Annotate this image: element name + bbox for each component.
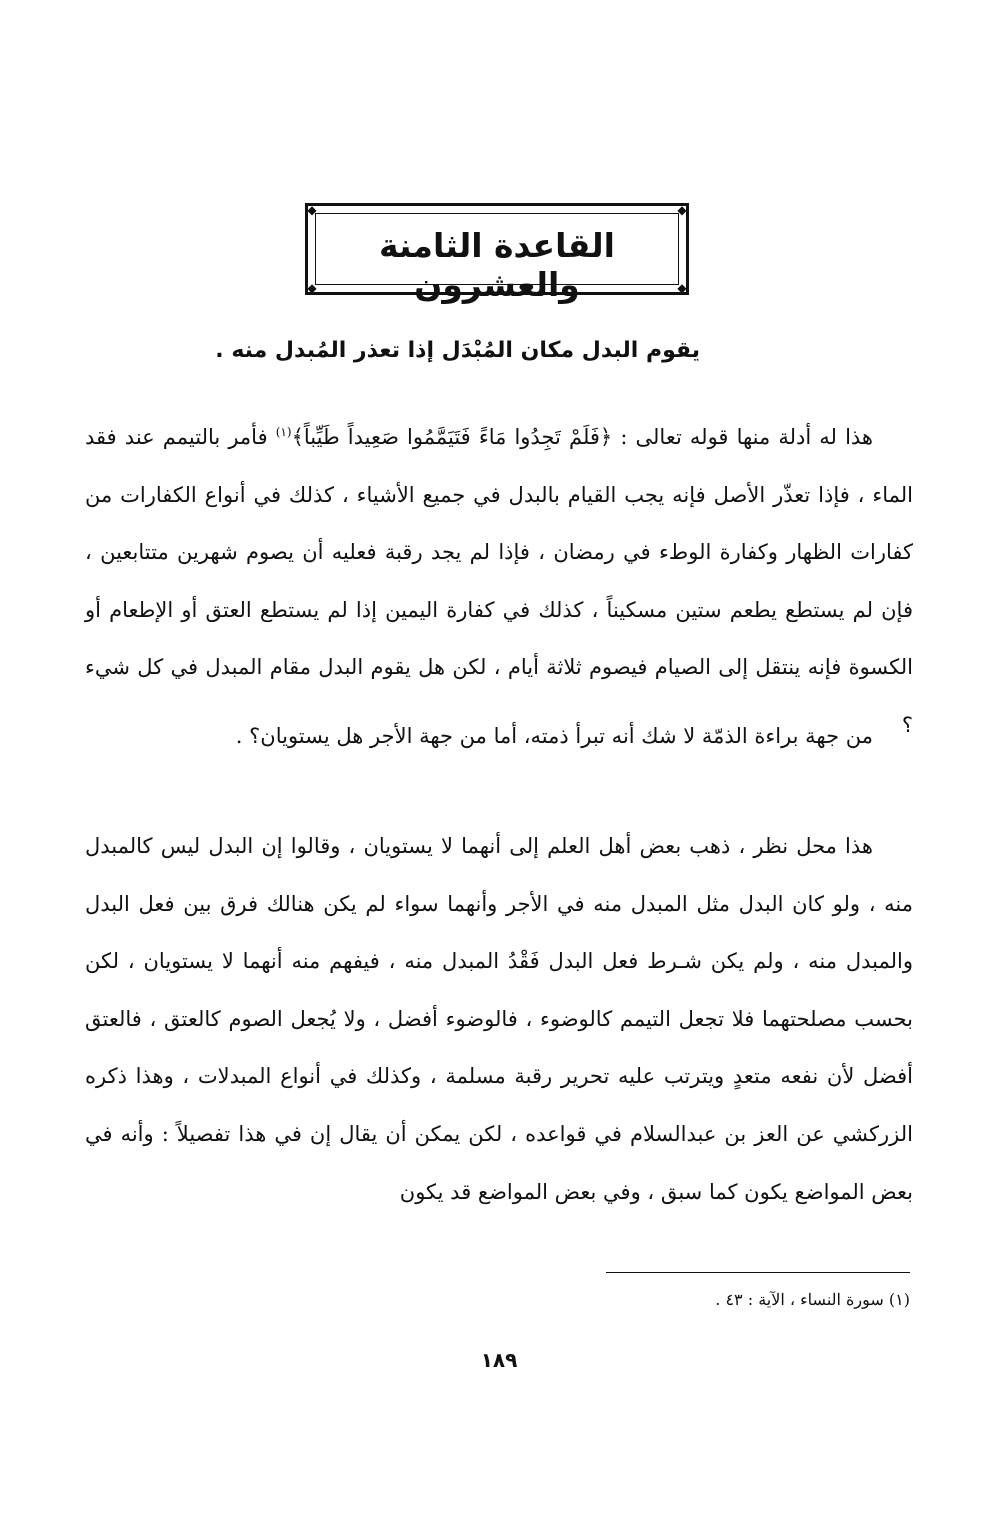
quran-verse-text: هذا له أدلة منها قوله تعالى : ﴿فَلَمْ تَجِدُوا مَاءً فَتَيَمَّمُوا صَعِيداً طَيِّباً﴾ xyxy=(291,425,873,449)
footnote: (١) سورة النساء ، الآية : ٤٣ . xyxy=(715,1290,910,1309)
title-frame xyxy=(305,203,689,304)
paragraph-2: من جهة براءة الذمّة لا شك أنه تبرأ ذمته، أما من جهة الأجر هل يستويان؟ . xyxy=(235,724,873,748)
footnote-divider xyxy=(606,1272,910,1273)
corner-ornament-icon: ◆ xyxy=(677,281,687,295)
corner-ornament-icon: ◆ xyxy=(677,203,687,217)
page-number: ١٨٩ xyxy=(480,1348,518,1372)
corner-ornament-icon: ◆ xyxy=(307,281,317,295)
footnote-reference: (١) xyxy=(275,425,292,439)
chapter-title: القاعدة الثامنة والعشرون xyxy=(379,226,615,304)
paragraph-3: هذا محل نظر ، ذهب بعض أهل العلم إلى أنهما لا يستويان ، وقالوا إن البدل ليس كالمبدل منه ، ولو كان البدل مثل المبدل منه في الأجر وأنهما سواء لم يكن هنالك فرق بين فعل البدل والمبدل منه ، ولم يكن شـرط فعل البدل فَقْدُ المبدل منه ، فيفهم منه أنهما لا يستويان ، لكن بحسب مصلحتهما فلا تجعل التيمم كالوضوء ، فالوضوء أفضل ، ولا يُجعل الصوم كالعتق ، فالعتق أفضل لأن نفعه متعدٍ ويترتب عليه تحرير رقبة مسلمة ، وكذلك في أنواع المبدلات ، وهذا ذكره الزركشي عن العز بن عبدالسلام في قواعده ، لكن يمكن أن يقال إن في هذا تفصيلاً : وأنه في بعض المواضع يكون كما سبق ، وفي بعض المواضع قد يكون xyxy=(85,834,913,1204)
corner-ornament-icon: ◆ xyxy=(307,203,317,217)
rule-statement: يقوم البدل مكان المُبْدَل إذا تعذر المُبدل منه . xyxy=(215,338,700,363)
paragraph-1-text: فأمر بالتيمم عند فقد الماء ، فإذا تعذّر الأصل فإنه يجب القيام بالبدل في جميع الأشياء ، كذلك في أنواع الكفارات من كفارات الظهار وكفارة الوطء في رمضان ، فإذا لم يجد رقبة فعليه أن يصوم شهرين متتابعين ، فإن لم يستطع يطعم ستين مسكيناً ، كذلك في كفارة اليمين إذا لم يستطع العتق أو الإطعام أو الكسوة فإنه ينتقل إلى الصيام فيصوم ثلاثة أيام ، لكن هل يقوم البدل مقام المبدل في كل شيء ؟ xyxy=(85,425,913,737)
paragraph-1 xyxy=(85,404,913,755)
